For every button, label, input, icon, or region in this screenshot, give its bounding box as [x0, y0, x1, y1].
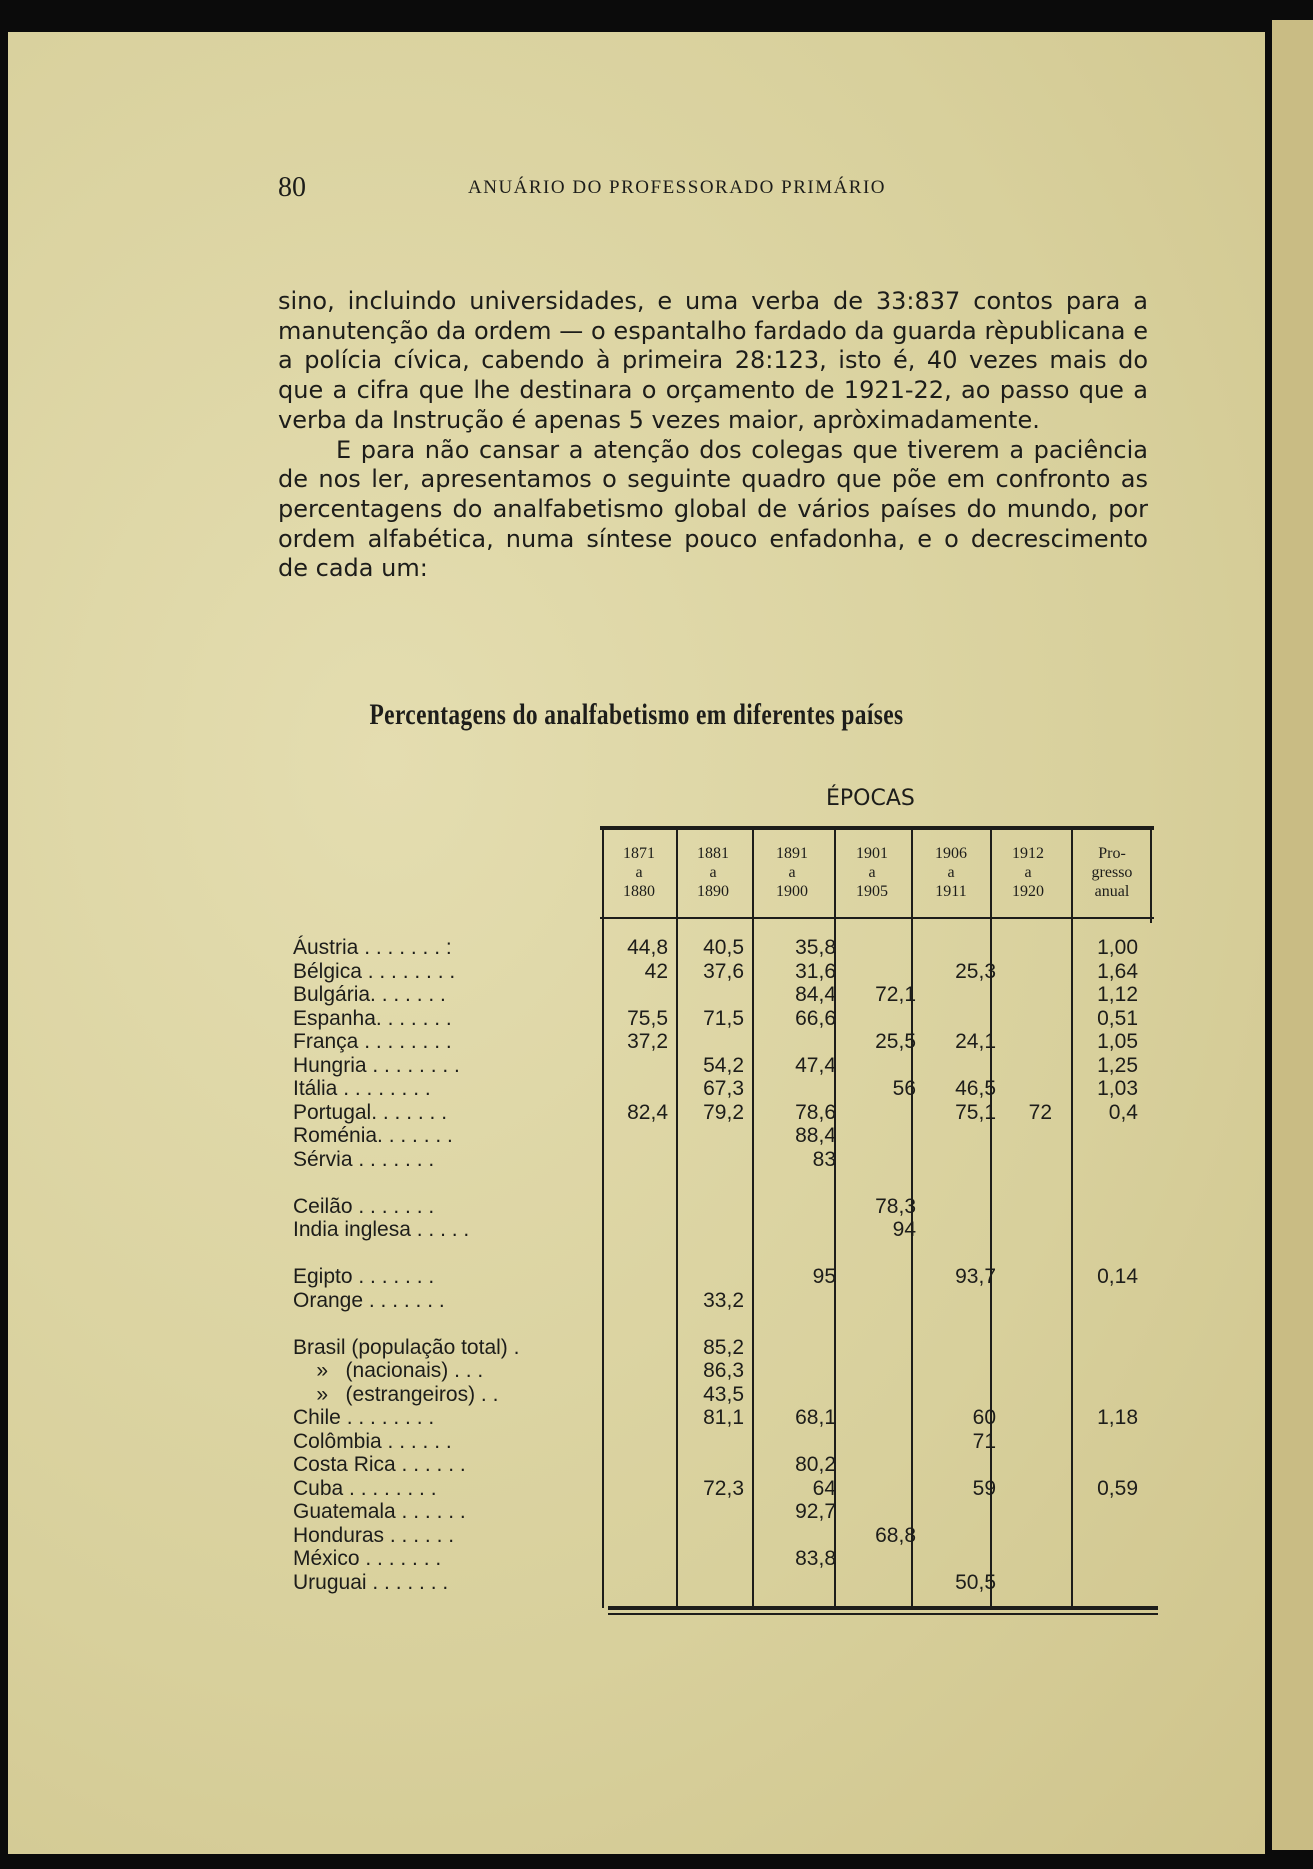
table-cell-p: 1,12 — [1097, 983, 1138, 1006]
table-cell-p: 1,25 — [1097, 1053, 1138, 1077]
table-cell-c3: 64 — [812, 1476, 836, 1500]
table-cell-c2: 86,3 — [703, 1359, 744, 1382]
table-cell-c3: 80,2 — [795, 1453, 836, 1476]
row-label: » (estrangeiros) . . — [293, 1382, 499, 1406]
table-cell-p: 1,00 — [1097, 936, 1138, 959]
table-cell-p: 0,51 — [1097, 1006, 1138, 1030]
table-cell-c5: 24,1 — [955, 1030, 996, 1053]
row-label: Ceilão . . . . . . . — [293, 1194, 435, 1218]
col-divider — [752, 828, 754, 1608]
row-label: Guatemala . . . . . . — [293, 1500, 466, 1523]
table-cell-c3: 84,4 — [795, 983, 836, 1006]
table-cell-c4: 56 — [892, 1077, 916, 1100]
row-label: Itália . . . . . . . . — [293, 1077, 431, 1100]
table-cell-c1: 75,5 — [627, 1006, 668, 1030]
table-cell-c5: 50,5 — [955, 1570, 996, 1594]
table-cell-c2: 72,3 — [703, 1476, 744, 1500]
table-cell-p: 1,18 — [1097, 1406, 1138, 1429]
body-text — [278, 287, 1148, 584]
row-label: India inglesa . . . . . — [293, 1218, 470, 1241]
col-header-5: 1906 a 1911 — [935, 845, 967, 900]
table-cell-c5: 59 — [972, 1476, 996, 1500]
table-bottom-rule-thin — [608, 1613, 1158, 1615]
table-cell-c4: 68,8 — [875, 1523, 916, 1547]
table-cell-p: 0,4 — [1108, 1100, 1138, 1124]
table-cell-c5: 71 — [972, 1429, 996, 1453]
row-label: Cuba . . . . . . . . — [293, 1476, 437, 1500]
table-cell-c6: 72 — [1028, 1100, 1052, 1124]
table-cell-c1: 44,8 — [627, 936, 668, 959]
table-cell-c5: 93,7 — [955, 1265, 996, 1288]
row-label: Bélgica . . . . . . . . — [293, 959, 456, 983]
row-label: Espanha. . . . . . . — [293, 1006, 452, 1030]
row-label: Áustria . . . . . . . : — [293, 936, 452, 959]
table-cell-p: 1,03 — [1097, 1077, 1138, 1100]
table-cell-c3: 78,6 — [795, 1100, 836, 1124]
table-cell-c4: 94 — [892, 1218, 916, 1241]
table-cell-p: 1,05 — [1097, 1030, 1138, 1053]
row-label: Orange . . . . . . . — [293, 1288, 445, 1312]
row-label: Chile . . . . . . . . — [293, 1406, 435, 1429]
table-cell-c5: 60 — [972, 1406, 996, 1429]
col-header-progress: Pro- gresso anual — [1091, 845, 1133, 900]
table-cell-c2: 85,2 — [703, 1335, 744, 1359]
table-cell-c4: 25,5 — [875, 1030, 916, 1053]
table-cell-p: 0,59 — [1097, 1476, 1138, 1500]
table-cell-c2: 71,5 — [703, 1006, 744, 1030]
row-label: Costa Rica . . . . . . — [293, 1453, 466, 1476]
table-cell-c4: 78,3 — [875, 1194, 916, 1218]
table-cell-c1: 37,2 — [627, 1030, 668, 1053]
row-label: Portugal. . . . . . . — [293, 1100, 448, 1124]
row-label: Colômbia . . . . . . — [293, 1429, 452, 1453]
table-cell-c1: 82,4 — [627, 1100, 668, 1124]
row-label: Bulgária. . . . . . . — [293, 983, 446, 1006]
col-header-2: 1881 a 1890 — [697, 845, 729, 900]
table-cell-c3: 83,8 — [795, 1547, 836, 1570]
col-header-1: 1871 a 1880 — [623, 845, 655, 900]
paragraph-2: E para não cansar a atenção dos colegas que tiverem a paciência de nos ler, apresentamos o seguinte quadro que põe em confronto as percentagens do analfabetismo global de vários países do mundo, por ordem alfabética, numa síntese pouco enfadonha, e o decrescimento de cada um: — [278, 435, 1148, 583]
row-label: Sérvia . . . . . . . — [293, 1147, 435, 1171]
table-cell-c3: 66,6 — [795, 1006, 836, 1030]
col-divider — [1150, 828, 1152, 923]
epocas-header: ÉPOCAS — [826, 786, 915, 811]
row-label: França . . . . . . . . — [293, 1030, 452, 1053]
table-cell-c2: 81,1 — [703, 1406, 744, 1429]
row-label: México . . . . . . . — [293, 1547, 442, 1570]
table-cell-c3: 35,8 — [795, 936, 836, 959]
col-header-6: 1912 a 1920 — [1012, 845, 1044, 900]
table-cell-c5: 46,5 — [955, 1077, 996, 1100]
col-header-3: 1891 a 1900 — [776, 845, 808, 900]
table-cell-c2: 54,2 — [703, 1053, 744, 1077]
table-cell-p: 0,14 — [1097, 1265, 1138, 1288]
table-cell-c3: 31,6 — [795, 959, 836, 983]
col-divider — [1071, 828, 1073, 1608]
table-cell-c5: 25,3 — [955, 959, 996, 983]
table-cell-c3: 47,4 — [795, 1053, 836, 1077]
table-cell-c3: 83 — [812, 1147, 836, 1171]
running-title: ANUÁRIO DO PROFESSORADO PRIMÁRIO — [468, 177, 887, 198]
table-cell-c2: 79,2 — [703, 1100, 744, 1124]
table-cell-c3: 88,4 — [795, 1124, 836, 1147]
table-cell-c4: 72,1 — [875, 983, 916, 1006]
row-label: Honduras . . . . . . — [293, 1523, 455, 1547]
table-title: Percentagens do analfabetismo em diferentes países — [369, 698, 904, 731]
table-cell-c2: 67,3 — [703, 1077, 744, 1100]
book-page — [8, 32, 1265, 1854]
paragraph-1: sino, incluindo universidades, e uma verba de 33:837 contos para a manutenção da ordem — o espantalho fardado da guarda rèpublicana e a polícia cívica, cabendo à primeira 28:123, isto é, 40 vezes mais do que a cifra que lhe destinara o orçamento de 1921-22, ao passo que a verba da Instrução é apenas 5 vezes maior, apròximadamente. — [278, 287, 1148, 434]
row-label: Uruguai . . . . . . . — [293, 1570, 449, 1594]
table-cell-p: 1,64 — [1097, 959, 1138, 983]
row-label: » (nacionais) . . . — [293, 1359, 484, 1382]
table-cell-c3: 68,1 — [795, 1406, 836, 1429]
adjacent-page-edge — [1272, 20, 1313, 1850]
table-cell-c3: 95 — [812, 1265, 836, 1288]
row-label: Hungria . . . . . . . . — [293, 1053, 460, 1077]
table-cell-c1: 42 — [644, 959, 668, 983]
table-cell-c2: 37,6 — [703, 959, 744, 983]
row-label: Brasil (população total) . — [293, 1335, 520, 1359]
table-cell-c2: 43,5 — [703, 1382, 744, 1406]
table-cell-c2: 33,2 — [703, 1288, 744, 1312]
row-label: Roménia. . . . . . . — [293, 1124, 453, 1147]
page-number: 80 — [278, 172, 306, 203]
table-bottom-rule — [608, 1606, 1158, 1610]
table-cell-c3: 92,7 — [795, 1500, 836, 1523]
table-cell-c5: 75,1 — [955, 1100, 996, 1124]
table-cell-c2: 40,5 — [703, 936, 744, 959]
row-label: Egipto . . . . . . . — [293, 1265, 435, 1288]
col-header-4: 1901 a 1905 — [856, 845, 888, 900]
